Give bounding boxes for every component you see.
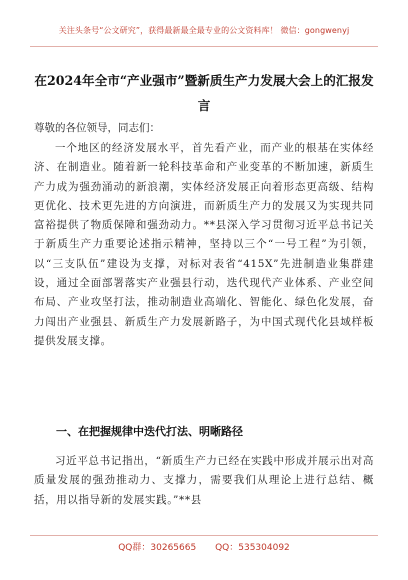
document-title: 在2024年全市“产业强市”暨新质生产力发展大会上的汇报发言 xyxy=(34,73,374,113)
body-paragraph-1: 一个地区的经济发展水平，首先看产业，而产业的根基在实体经济、在制造业。随着新一轮科技革命和产业变革的不断加速，新质生产力成为强劲涌动的新浪潮，实体经济发展正向着形态更高级、结构更优化、技术更先进的方向演进，而新质生产力的发展又为实现共同富裕提供了物质保障和强劲动力。**县深入学习贯彻习近平总书记关于新质生产力重要论述指示精神，坚持以三个“一号工程”为引领，以“三支队伍”建设为支撑，对标对表省“415X”先进制造业集群建设，通过全面部署落实产业强县行动，迭代现代产业体系、产业空间布局、产业攻坚打法，推动制造业高端化、智能化、绿色化发展，奋力闯出产业强县、新质生产力发展新路子，为中国式现代化县域样板提供发展支撑。 xyxy=(34,142,374,347)
contact-footer xyxy=(0,540,408,553)
footer-divider xyxy=(30,535,378,536)
qq-group-number: QQ群：30265665 xyxy=(118,543,197,553)
body-paragraph-2: 习近平总书记指出，“新质生产力已经在实践中形成并展示出对高质量发展的强劲推动力、支撑力，需要我们从理论上进行总结、概括，用以指导新的发展实践。”**县 xyxy=(34,455,374,506)
section-heading-1: 一、在把握规律中迭代打法、明晰路径 xyxy=(56,425,243,438)
salutation: 尊敬的各位领导，同志们： xyxy=(34,122,160,134)
promo-header: 关注头条号“公文研究”，获得最新最全最专业的公文资料库！ 微信：gongwenyj xyxy=(58,26,350,35)
qq-number: QQ：535304092 xyxy=(215,543,290,553)
header-divider xyxy=(30,46,378,47)
